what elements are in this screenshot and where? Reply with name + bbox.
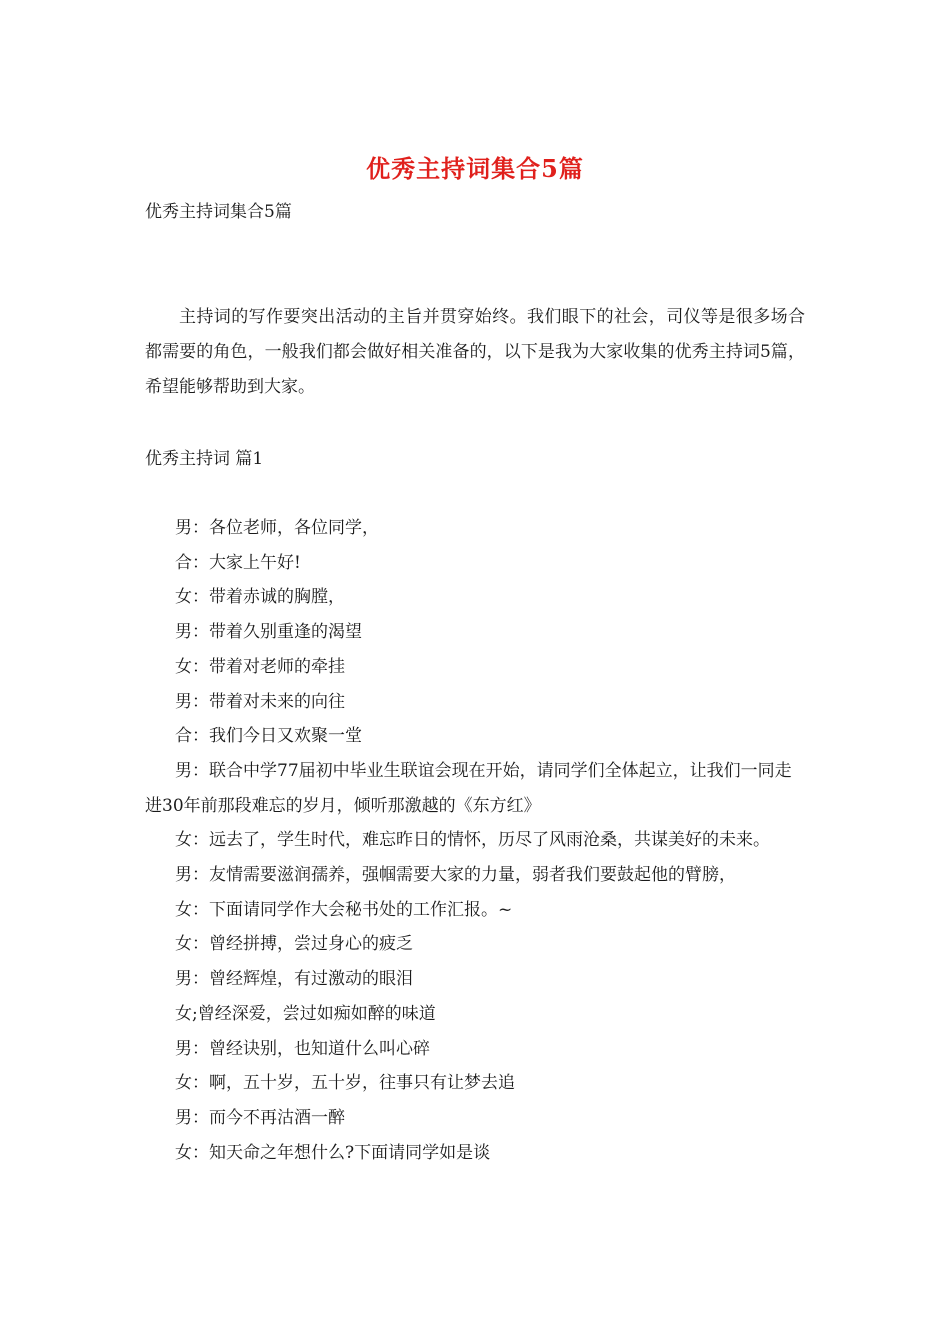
dialogue-line: 合：大家上午好! xyxy=(175,552,301,573)
dialogue-line: 男：各位老师，各位同学， xyxy=(175,518,379,538)
dialogue-line: 男：联合中学77届初中毕业生联谊会现在开始，请同学们全体起立，让我们一同走进30年前那段难忘的岁月，倾听那激越的《东方红》 xyxy=(145,760,792,816)
dialogue-line: 女：远去了，学生时代，难忘昨日的情怀，历尽了风雨沧桑，共谋美好的未来。 xyxy=(175,830,770,851)
dialogue-line: 女：带着对老师的牵挂 xyxy=(175,656,345,677)
intro-paragraph: 主持词的写作要突出活动的主旨并贯穿始终。我们眼下的社会，司仪等是很多场合都需要的角色，一般我们都会做好相关准备的，以下是我为大家收集的优秀主持词5篇，希望能够帮助到大家。 xyxy=(145,307,805,397)
dialogue-line: 女：知天命之年想什么?下面请同学如是谈 xyxy=(175,1142,491,1163)
dialogue-line: 男：曾经辉煌，有过激动的眼泪 xyxy=(175,969,413,990)
dialogue-line: 男：曾经诀别，也知道什么叫心碎 xyxy=(175,1038,430,1059)
dialogue-line: 女;曾经深爱，尝过如痴如醉的味道 xyxy=(175,1003,436,1024)
dialogue-line: 男：带着对未来的向往 xyxy=(175,691,345,712)
dialogue-line: 女：曾经拼搏，尝过身心的疲乏 xyxy=(175,934,413,955)
document-title: 优秀主持词集合5篇 xyxy=(366,154,584,183)
dialogue-line: 合：我们今日又欢聚一堂 xyxy=(175,726,362,747)
dialogue-list xyxy=(145,511,805,1170)
dialogue-line: 男：带着久别重逢的渴望 xyxy=(175,622,362,643)
dialogue-line: 女：下面请同学作大会秘书处的工作汇报。~ xyxy=(175,899,513,920)
section-heading: 优秀主持词 篇1 xyxy=(145,449,264,469)
dialogue-line: 女：啊，五十岁，五十岁，往事只有让梦去追 xyxy=(175,1073,515,1094)
document-subtitle: 优秀主持词集合5篇 xyxy=(145,202,292,222)
dialogue-line: 男：而今不再沽酒一醉 xyxy=(175,1107,345,1128)
dialogue-line: 女：带着赤诚的胸膛， xyxy=(175,587,345,608)
dialogue-line: 男：友情需要滋润孺养，强帼需要大家的力量，弱者我们要鼓起他的臂膀， xyxy=(175,865,736,886)
